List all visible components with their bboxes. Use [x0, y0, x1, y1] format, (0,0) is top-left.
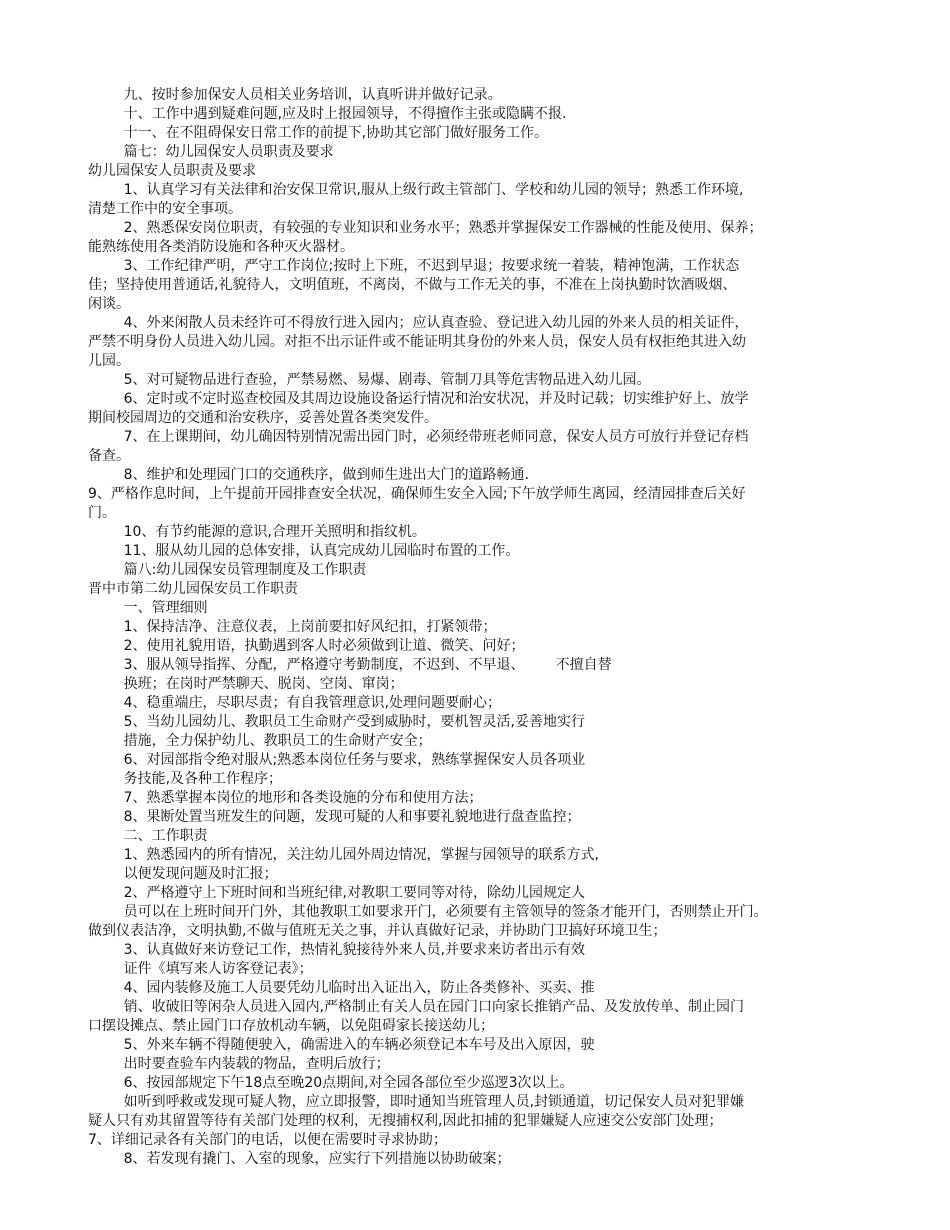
text-line: 7、在上课期间，幼儿确因特别情况需出园门时，必须经带班老师同意，保安人员方可放行并登记存档 [88, 429, 749, 445]
text-line: 2、严格遵守上下班时间和当班纪律,对教职工要同等对待，除幼儿园规定人 [88, 885, 585, 901]
text-line: 4、稳重端庄，尽职尽责；有自我管理意识,处理问题要耐心； [88, 695, 501, 711]
text-line: 措施，全力保护幼儿、教职员工的生命财产安全； [88, 733, 432, 749]
text-line: 疑人只有劝其留置等待有关部门处理的权利，无搜捕权利,因此扣捕的犯罪嫌疑人应速交公安部门处理； [88, 1113, 723, 1129]
text-line: 严禁不明身份人员进入幼儿园。对拒不出示证件或不能证明其身份的外来人员，保安人员有权拒绝其进入幼 [88, 334, 746, 350]
text-line: 儿园。 [88, 353, 130, 369]
text-line: 闲谈。 [88, 296, 130, 312]
text-line: 6、定时或不定时巡查校园及其周边设施设备运行情况和治安状况，并及时记载；切实维护好上、放学 [88, 391, 749, 407]
text-line: 4、外来闲散人员未经许可不得放行进入园内；应认真查验、登记进入幼儿园的外来人员的相关证件， [88, 315, 749, 331]
text-line: 10、有节约能源的意识,合理开关照明和指纹机。 [88, 524, 426, 540]
text-line: 6、对园部指令绝对服从;熟悉本岗位任务与要求，熟练掌握保安人员各项业 [88, 752, 586, 768]
text-line: 二、工作职责 [88, 828, 208, 844]
text-line: 以便发现问题及时汇报； [88, 866, 278, 882]
text-line: 5、外来车辆不得随便驶入，确需进入的车辆必须登记本车号及出入原因，驶 [88, 1037, 595, 1053]
text-line: 口摆设摊点、禁止园门口存放机动车辆，以免阻碍家长接送幼儿； [88, 1018, 494, 1034]
text-line: 4、园内装修及施工人员要凭幼儿临时出入证出入，防止各类修补、买卖、推 [88, 980, 595, 996]
text-line: 清楚工作中的安全事项。 [88, 201, 242, 217]
text-line: 换班；在岗时严禁聊天、脱岗、空岗、窜岗； [88, 676, 404, 692]
text-line: 9、严格作息时间，上午提前开园排查安全状况，确保师生安全入园;下午放学师生离园，经清园排查后关好 [88, 486, 746, 502]
text-line: 11、服从幼儿园的总体安排，认真完成幼儿园临时布置的工作。 [88, 543, 520, 559]
text-line: 务技能,及各种工作程序； [88, 771, 283, 787]
text-line: 十、工作中遇到疑难问题,应及时上报园领导，不得擅作主张或隐瞒不报. [88, 106, 567, 122]
text-line: 5、对可疑物品进行查验，严禁易燃、易爆、剧毒、管制刀具等危害物品进入幼儿园。 [88, 372, 651, 388]
text-line: 篇八:幼儿园保安员管理制度及工作职责 [88, 562, 367, 578]
text-line: 3、认真做好来访登记工作，热情礼貌接待外来人员,并要求来访者出示有效 [88, 942, 585, 958]
text-line: 8、维护和处理园门口的交通秩序，做到师生进出大门的道路畅通. [88, 467, 529, 483]
text-line: 销、收破旧等闲杂人员进入园内,严格制止有关人员在园门口向家长推销产品、及发放传单、制止园门 [88, 999, 745, 1015]
text-line: 1、认真学习有关法律和治安保卫常识,服从上级行政主管部门、学校和幼儿园的领导；熟悉工作环境, [88, 182, 744, 198]
text-line: 佳；坚持使用普通话,礼貌待人，文明值班，不离岗，不做与工作无关的事，不准在上岗执勤时饮酒吸烟、 [88, 277, 737, 293]
text-line: 期间校园周边的交通和治安秩序，妥善处置各类突发件。 [88, 410, 438, 426]
text-line: 证件《填写来人访客登记表》； [88, 961, 313, 977]
text-line: 5、当幼儿园幼儿、教职员工生命财产受到威胁时，要机智灵活,妥善地实行 [88, 714, 585, 730]
text-line: 8、若发现有撬门、入室的现象，应实行下列措施以协助破案； [88, 1151, 511, 1167]
text-line: 一、管理细则 [88, 600, 208, 616]
text-line: 能熟练使用各类消防设施和各种灭火器材。 [88, 239, 354, 255]
text-line: 备查。 [88, 448, 130, 464]
text-line: 2、使用礼貌用语，执勤遇到客人时必须做到让道、微笑、问好； [88, 638, 525, 654]
text-line: 晋中市第二幼儿园保安员工作职责 [88, 581, 298, 597]
text-line: 6、按园部规定下午18点至晚20点期间,对全园各部位至少巡逻3次以上。 [88, 1075, 574, 1091]
text-line: 3、工作纪律严明，严守工作岗位;按时上下班，不迟到早退；按要求统一着装，精神饱满，工作状态 [88, 258, 740, 274]
text-line: 如听到呼救或发现可疑人物，应立即报警，即时通知当班管理人员,封锁通道，切记保安人员对犯罪嫌 [88, 1094, 745, 1110]
text-line: 1、熟悉园内的所有情况，关注幼儿园外周边情况，掌握与园领导的联系方式, [88, 847, 599, 863]
document-body [88, 86, 878, 1169]
text-line: 十一、在不阻碍保安日常工作的前提下,协助其它部门做好服务工作。 [88, 125, 549, 141]
text-line: 篇七：幼儿园保安人员职责及要求 [88, 144, 334, 160]
text-line: 1、保持洁净、注意仪表，上岗前要扣好风纪扣，打紧领带； [88, 619, 497, 635]
text-line: 做到仪表洁净，文明执勤,不做与值班无关之事，并认真做好记录，并协助门卫搞好环境卫生； [88, 923, 667, 939]
text-line: 幼儿园保安人员职责及要求 [88, 163, 256, 179]
text-line: 7、详细记录各有关部门的电话，以便在需要时寻求协助； [88, 1132, 447, 1148]
text-line: 出时要查验车内装载的物品，查明后放行； [88, 1056, 390, 1072]
text-line: 3、服从领导指挥、分配，严格遵守考勤制度，不迟到、不早退、 不擅自替 [88, 657, 612, 673]
text-line: 2、熟悉保安岗位职责，有较强的专业知识和业务水平；熟悉并掌握保安工作器械的性能及使用、保养； [88, 220, 763, 236]
text-line: 8、果断处置当班发生的问题，发现可疑的人和事要礼貌地进行盘查监控； [88, 809, 581, 825]
text-line: 门。 [88, 505, 116, 521]
text-line: 员可以在上班时间开门外，其他教职工如要求开门，必须要有主管领导的签条才能开门，否则禁止开门。 [88, 904, 768, 920]
text-line: 7、熟悉掌握本岗位的地形和各类设施的分布和使用方法； [88, 790, 483, 806]
text-line: 九、按时参加保安人员相关业务培训，认真听讲并做好记录。 [88, 87, 502, 103]
